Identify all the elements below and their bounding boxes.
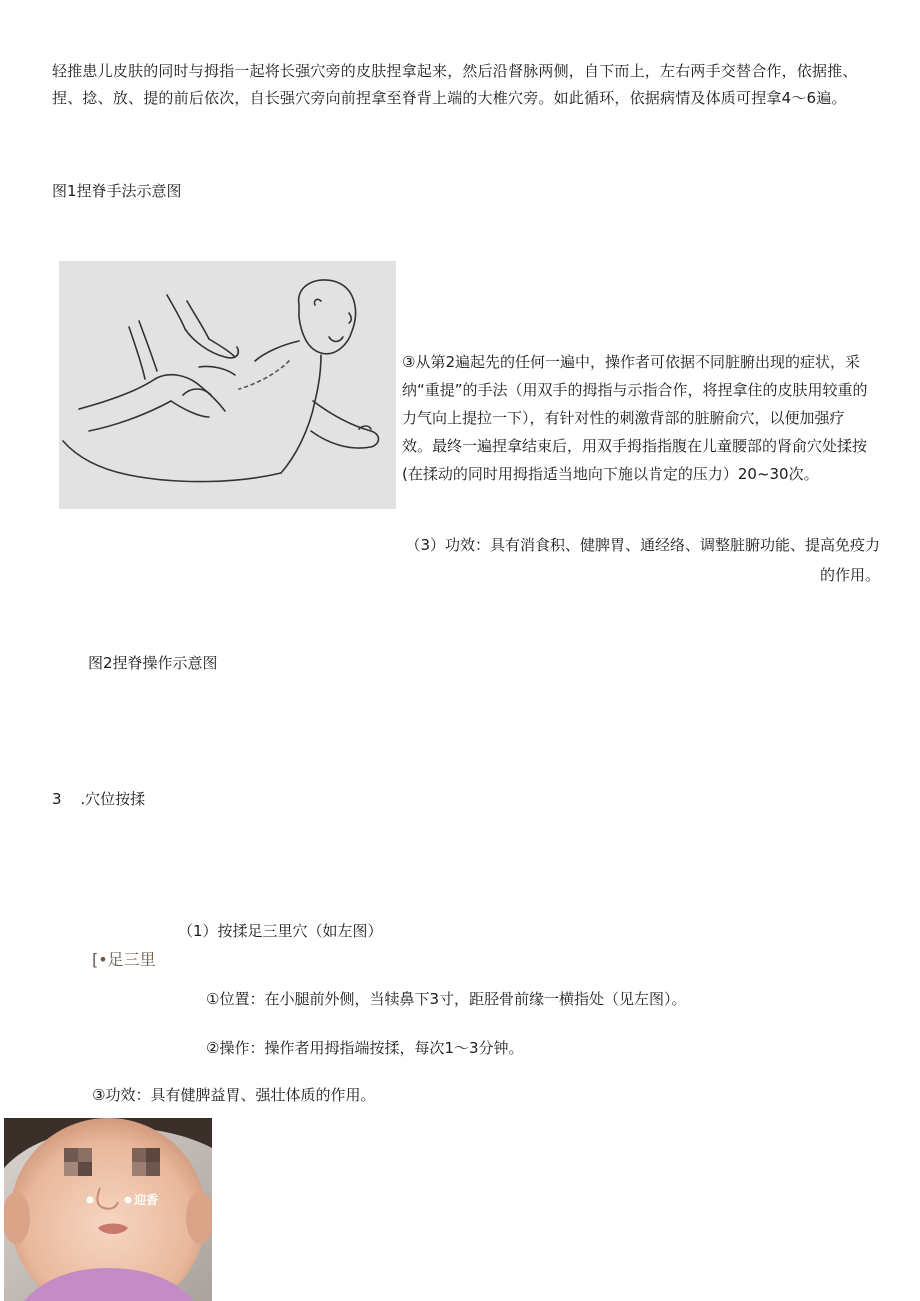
position-text: ①位置：在小腿前外侧，当犊鼻下3寸，距胫骨前缘一横指处（见左图）。 — [206, 990, 687, 1008]
figure1-caption: 图1捏脊手法示意图 — [52, 182, 182, 200]
section3-number: 3 — [52, 790, 62, 808]
section3-title: .穴位按揉 — [80, 790, 146, 808]
effect-paragraph: （3）功效：具有消食积、健脾胃、通经络、调整脏腑功能、提高免疫力的作用。 — [405, 536, 880, 584]
acupoint-label: [•足三里 — [92, 950, 156, 969]
baby-photo-label: 迎香 — [134, 1193, 159, 1207]
section3-heading — [52, 788, 145, 809]
function-text: ③功效：具有健脾益胃、强壮体质的作用。 — [92, 1086, 376, 1104]
subsection-title: （1）按揉足三里穴（如左图） — [178, 922, 383, 940]
operation-text: ②操作：操作者用拇指端按揉，每次1～3分钟。 — [206, 1039, 524, 1057]
figure1-sketch — [59, 261, 396, 509]
figure2-caption: 图2捏脊操作示意图 — [88, 654, 218, 672]
baby-face-photo — [4, 1118, 212, 1301]
step3-paragraph: ③从第2遍起先的任何一遍中，操作者可依据不同脏腑出现的症状，采纳“重提”的手法（用双手的拇指与示指合作，将捏拿住的皮肤用较重的力气向上提拉一下），有针对性的刺激背部的脏腑俞穴，以便加强疗效。最终一遍捏拿结束后，用双手拇指指腹在儿童腰部的肾俞穴处揉按(在揉动的同时用拇指适当地向下施以肯定的压力）20~30次。 — [402, 353, 868, 483]
intro-paragraph: 轻推患儿皮肤的同时与拇指一起将长强穴旁的皮肤捏拿起来，然后沿督脉两侧，自下而上，左右两手交替合作，依据推、捏、捻、放、提的前后依次，自长强穴旁向前捏拿至脊背上端的大椎穴旁。如此循环，依据病情及体质可捏拿4～6遍。 — [52, 62, 858, 107]
